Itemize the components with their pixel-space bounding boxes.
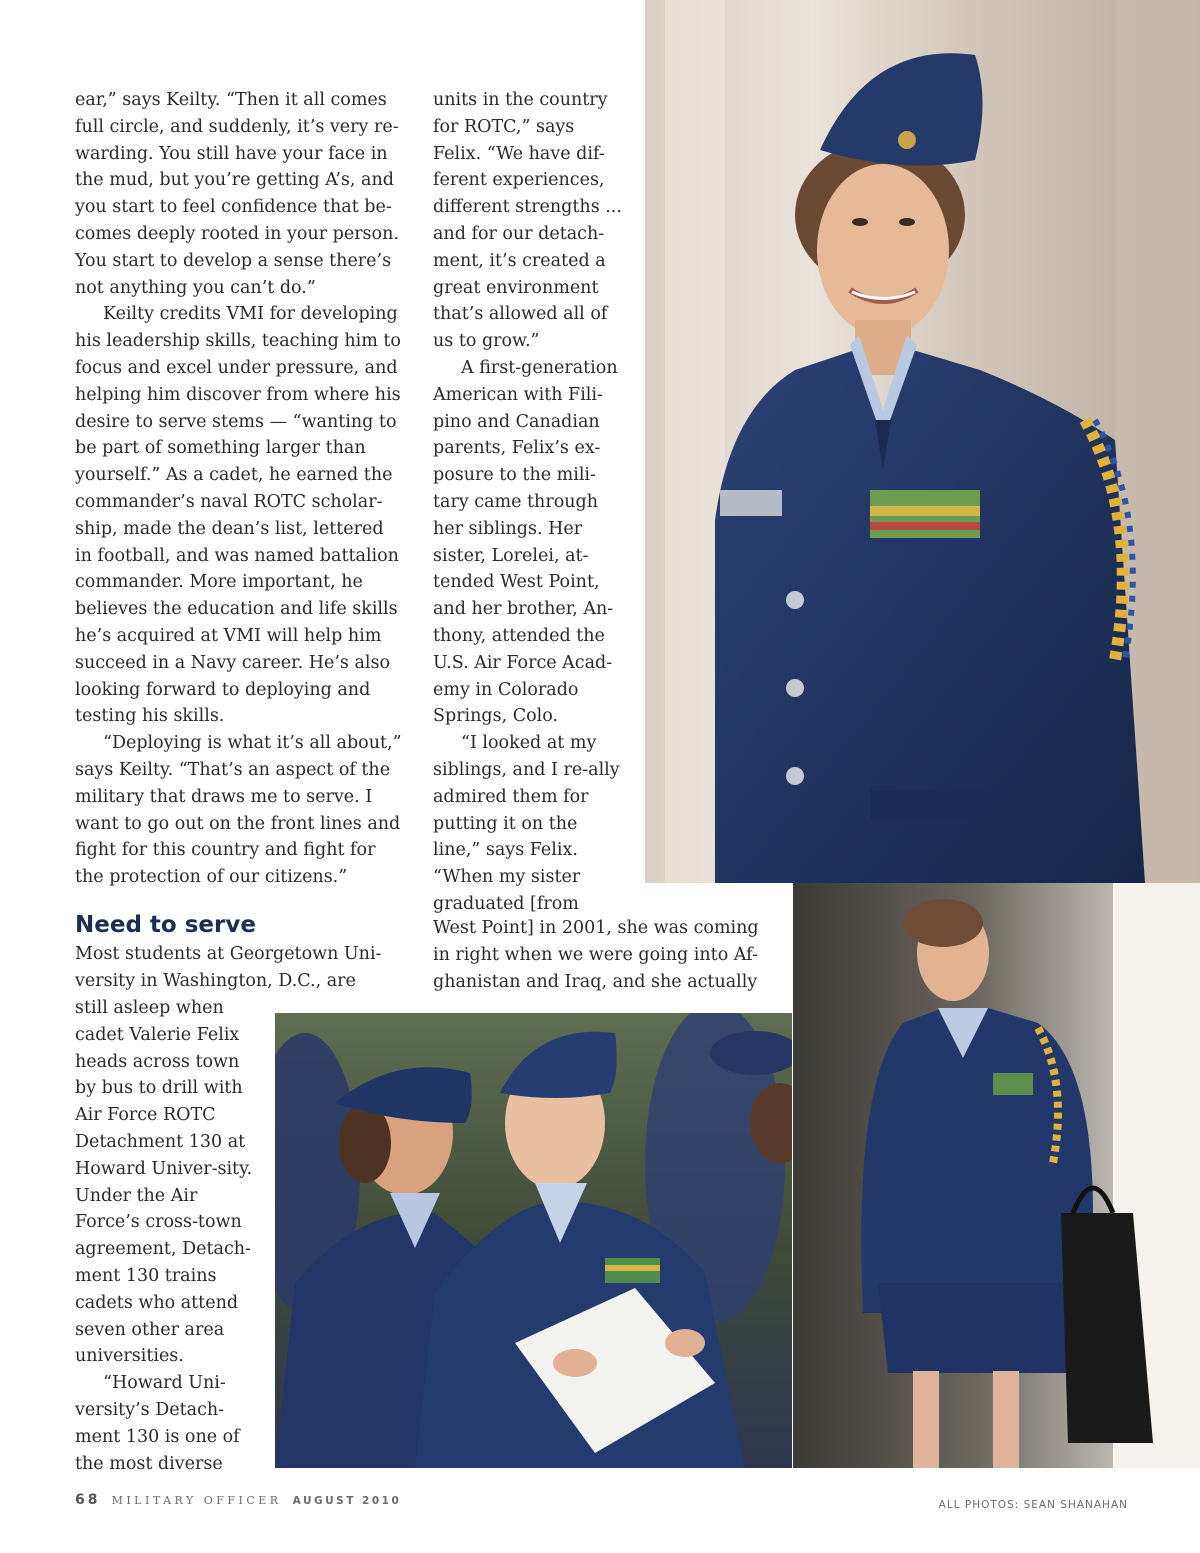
paragraph: “Deploying is what it’s all about,” says Keilty. “That’s an aspect of the military that draws me to serve. I want to go out on the front lines and fight for this country and fight for the protection of our citizens.” <box>75 733 402 888</box>
subhead-block <box>75 911 405 939</box>
article-column-2-wide <box>433 915 773 995</box>
photo-credit-wrap <box>939 1493 1128 1512</box>
paragraph: A first-generation American with Fili-pino and Canadian parents, Felix’s ex-posure to the mili-tary came through her siblings. Her sister, Lorelei, at-tended West Point, and her brother, An-thony, attended the U.S. Air Force Acad-emy in Colorado Springs, Colo. <box>433 357 618 727</box>
paragraph: ear,” says Keilty. “Then it all comes full circle, and suddenly, it’s very re-warding. You still have your face in the mud, but you’re getting A’s, and you start to feel confidence that be-comes deeply rooted in your person. You start to develop a sense there’s not anything you can’t do.” <box>75 90 399 298</box>
article-column-1 <box>75 87 405 891</box>
two-cadets-photo <box>275 1013 792 1468</box>
paragraph: “I looked at my siblings, and I re-ally admired them for putting it on the line,” says Felix. “When my sister graduated [from <box>433 733 620 914</box>
article-column-1b-intro <box>75 941 385 995</box>
paragraph: Keilty credits VMI for developing his leadership skills, teaching him to focus and excel under pressure, and helping him discover from where his desire to serve stems — “wanting to be part of something larger than yourself.” As a cadet, he earned the commander’s naval ROTC scholar-ship, made the dean’s list, lettered in football, and was named battalion commander. More important, he believes the education and life skills he’s acquired at VMI will help him succeed in a Navy career. He’s also looking forward to deploying and testing his skills. <box>75 304 401 727</box>
article-column-1b <box>75 995 253 1477</box>
magazine-title: MILITARY OFFICER <box>111 1494 282 1507</box>
paragraph: “Howard Uni-versity’s Detach-ment 130 is one of the most diverse <box>75 1373 240 1474</box>
photo-credit: ALL PHOTOS: SEAN SHANAHAN <box>938 1499 1128 1511</box>
paragraph: still asleep when cadet Valerie Felix heads across town by bus to drill with Air Force ROTC Detachment 130 at Howard Univer-sity. Under the Air Force’s cross-town agreement, Detach-ment 130 trains cadets who attend seven other area universities. <box>75 998 253 1367</box>
paragraph: units in the country for ROTC,” says Felix. “We have dif-ferent experiences, different strengths ... and for our detach-ment, it’s created a great environment that’s allowed all of us to grow.” <box>433 90 622 352</box>
paragraph: Most students at Georgetown Uni-versity in Washington, D.C., are <box>75 944 382 991</box>
cadet-portrait-photo <box>645 0 1200 883</box>
article-column-2 <box>433 87 623 918</box>
cadet-walking-photo <box>793 883 1200 1468</box>
page-number: 68 <box>75 1492 101 1508</box>
page-footer <box>75 1489 401 1508</box>
subhead: Need to serve <box>75 912 256 938</box>
issue-date: AUGUST 2010 <box>292 1495 402 1507</box>
paragraph: West Point] in 2001, she was coming in right when we were going into Af-ghanistan and Iraq, and she actually <box>433 918 759 992</box>
